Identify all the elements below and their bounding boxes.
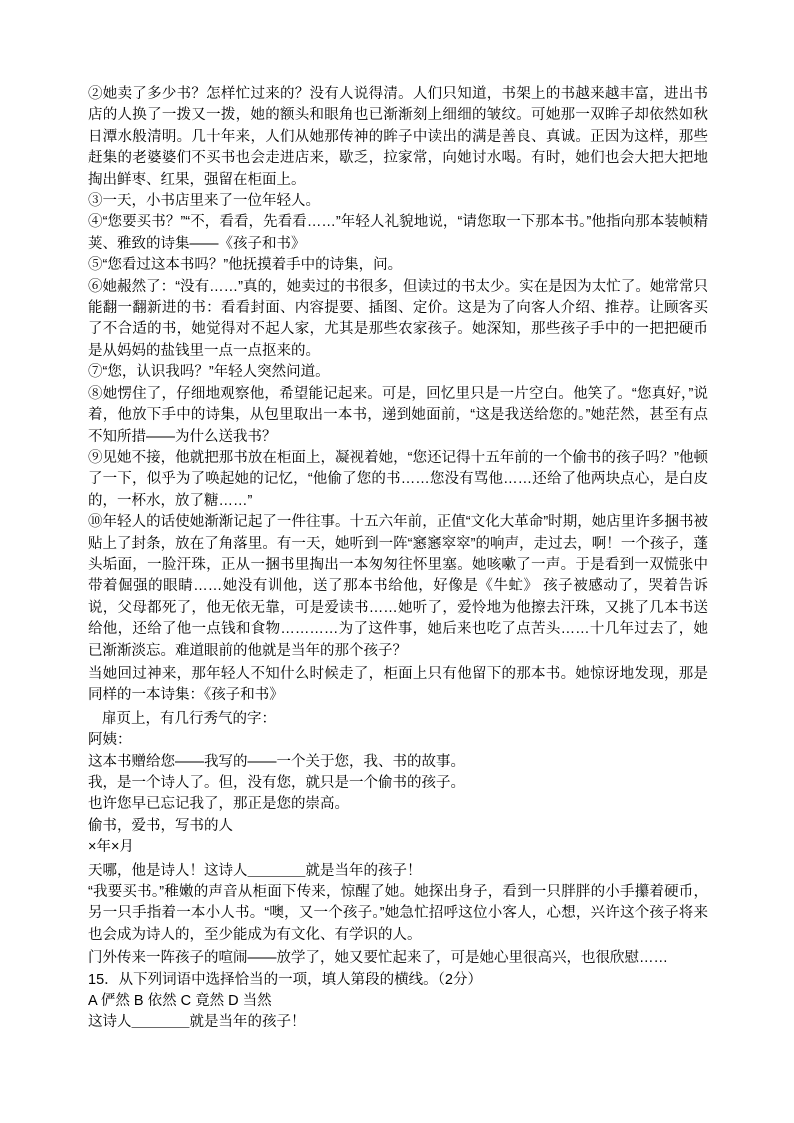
story-paragraph-03: ③一天，小书店里来了一位年轻人。 <box>88 193 320 210</box>
story-paragraph-02: ②她卖了多少书？怎样忙过来的？没有人说得清。人们只知道，书架上的书越来越丰富，进出书店的人换了一拨又一拨，她的额头和眼角也已渐渐刻上细细的皱纹。可她那一双眸子却依然如秋日潭水般清明。几十年来，人们从她那传神的眸子中读出的满是善良、真诚。正因为这样，那些赶集的老婆婆们不买书也会走进店来，歇乏，拉家常，向她讨水喝。有时，她们也会大把大把地掏出鲜枣、红果，强留在柜面上。 <box>88 86 708 188</box>
exclamation-line-with-blank: 天哪，他是诗人！这诗人＿＿＿＿就是当年的孩子！ <box>88 862 422 879</box>
story-paragraph-04: ④“您要买书？”“不，看看，先看看……”年轻人礼貌地说，“请您取一下那本书。”他指向那本装帧精荚、雅致的诗集——《孩子和书》 <box>88 214 708 252</box>
inscription-signature: 偷书，爱书，写书的人 <box>88 817 233 834</box>
inscription-salutation: 阿姨： <box>88 732 132 749</box>
question-15-stem: 15．从下列词语中选择恰当的一项，填人第段的横线。（2分） <box>88 971 482 988</box>
inscription-line-1: 这本书赠给您——我写的——一个关于您，我、书的故事。 <box>88 753 465 770</box>
story-paragraph-05: ⑤“您看过这本书吗？”他抚摸着手中的诗集，问。 <box>88 257 403 274</box>
flyleaf-intro-line: 扉页上，有几行秀气的字： <box>102 710 276 727</box>
story-paragraph-09: ⑨见她不接，他就把那书放在柜面上，凝视着她，“您还记得十五年前的一个偷书的孩子吗？”他顿了一下，似乎为了唤起她的记忆，“他偷了您的书……您没有骂他……还给了他两块点心，是白皮的，一杯水，放了糖……” <box>88 449 708 509</box>
inscription-date: ×年×月 <box>88 839 134 856</box>
story-paragraph-06: ⑥她赧然了：“没有……”真的，她卖过的书很多，但读过的书太少。实在是因为太忙了。她常常只能翻一翻新进的书：看看封面、内容提要、插图、定价。这是为了向客人介绍、推荐。让顾客买了不合适的书，她觉得对不起人家，尤其是那些农家孩子。她深知，那些孩子手中的一把把硬币是从妈妈的盐钱里一点一点抠来的。 <box>88 278 708 359</box>
story-paragraph-10: ⑩年轻人的话使她渐渐记起了一件往事。十五六年前，正值“文化大革命”时期，她店里许多捆书被贴上了封条，放在了角落里。有一天，她听到一阵“窸窸窣窣”的响声，走过去，啊！一个孩子，蓬头垢面，一脸汗珠，正从一捆书里掏出一本匆匆往怀里塞。她咳嗽了一声。于是看到一双慌张中带着倔强的眼睛……她没有训他，送了那本书给他，好像是《牛虻》 孩子被感动了，哭着告诉说，父母都死了，他无依无靠，可是爱读书……她听了，爱怜地为他擦去汗珠，又挑了几本书送给他，还给了他一点钱和食物…………为了这件事，她后来也吃了点苦头……十几年过去了，她已渐渐淡忘。难道眼前的他就是当年的那个孩子？ <box>88 514 708 659</box>
question-15-blank-sentence: 这诗人＿＿＿＿就是当年的孩子！ <box>88 1014 306 1031</box>
story-paragraph-child-customer: “我要买书。”稚嫩的声音从柜面下传来，惊醒了她。她探出身子，看到一只胖胖的小手攥着硬币，另一只手指着一本小人书。“噢，又一个孩子。”她急忙招呼这位小客人，心想，兴许这个孩子将来也会成为诗人的，至少能成为有文化、有学识的人。 <box>88 884 708 943</box>
passage-body <box>88 84 708 1034</box>
story-paragraph-07: ⑦“您，认识我吗？”年轻人突然问道。 <box>88 364 330 381</box>
story-paragraph-08: ⑧她愣住了，仔细地观察他，希望能记起来。可是，回忆里只是一片空白。他笑了。“您真好，”说着，他放下手中的诗集，从包里取出一本书，递到她面前，“这是我送给您的。”她茫然，甚至有点不知所措——为什么送我书？ <box>88 385 708 445</box>
story-paragraph-ending: 当她回过神来，那年轻人不知什么时候走了，柜面上只有他留下的那本书。她惊讶地发现，那是同样的一本诗集：《孩子和书》 <box>88 665 708 704</box>
inscription-line-2: 我，是一个诗人了。但，没有您，就只是一个偷书的孩子。 <box>88 775 465 791</box>
inscription-line-3: 也许您早已忘记我了，那正是您的崇高。 <box>88 796 349 813</box>
question-15-options: A 俨然 B 依然 C 竟然 D 当然 <box>88 993 272 1010</box>
story-paragraph-closing: 门外传来一阵孩子的喧闹——放学了，她又要忙起来了，可是她心里很高兴，也很欣慰…… <box>88 950 668 967</box>
